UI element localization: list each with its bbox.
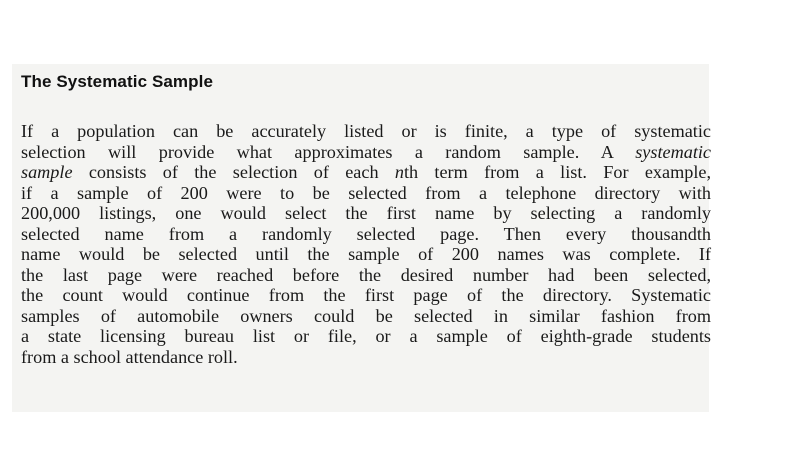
paragraph-line-5: 200,000 listings, one would select the first name by selecting a randomly: [21, 203, 711, 223]
paragraph-line-6: selected name from a randomly selected page. Then every thousandth: [21, 223, 711, 244]
paragraph-line-3: sample consists of the selection of each nth term from a list. For example,: [21, 162, 711, 182]
body-paragraph: [21, 121, 711, 367]
paragraph-line-11: a state licensing bureau list or file, or a sample of eighth-grade students: [21, 326, 711, 346]
paragraph-line-8: the last page were reached before the desired number had been selected,: [21, 264, 711, 285]
paragraph-line-12: from a school attendance roll.: [21, 346, 238, 367]
italic-term: systematic: [635, 141, 711, 162]
paragraph-line-9: the count would continue from the first page of the directory. Systematic: [21, 285, 711, 305]
paragraph-line-10: samples of automobile owners could be selected in similar fashion from: [21, 305, 711, 326]
italic-variable: n: [394, 162, 404, 182]
paragraph-line-2: selection will provide what approximates a random sample. A systematic: [21, 141, 711, 162]
section-heading: The Systematic Sample: [21, 72, 214, 91]
paragraph-line-7: name would be selected until the sample of 200 names was complete. If: [21, 244, 711, 264]
italic-term: sample: [21, 162, 73, 182]
paragraph-line-1: If a population can be accurately listed or is finite, a type of systematic: [21, 121, 711, 141]
paragraph-line-4: if a sample of 200 were to be selected from a telephone directory with: [21, 182, 711, 203]
